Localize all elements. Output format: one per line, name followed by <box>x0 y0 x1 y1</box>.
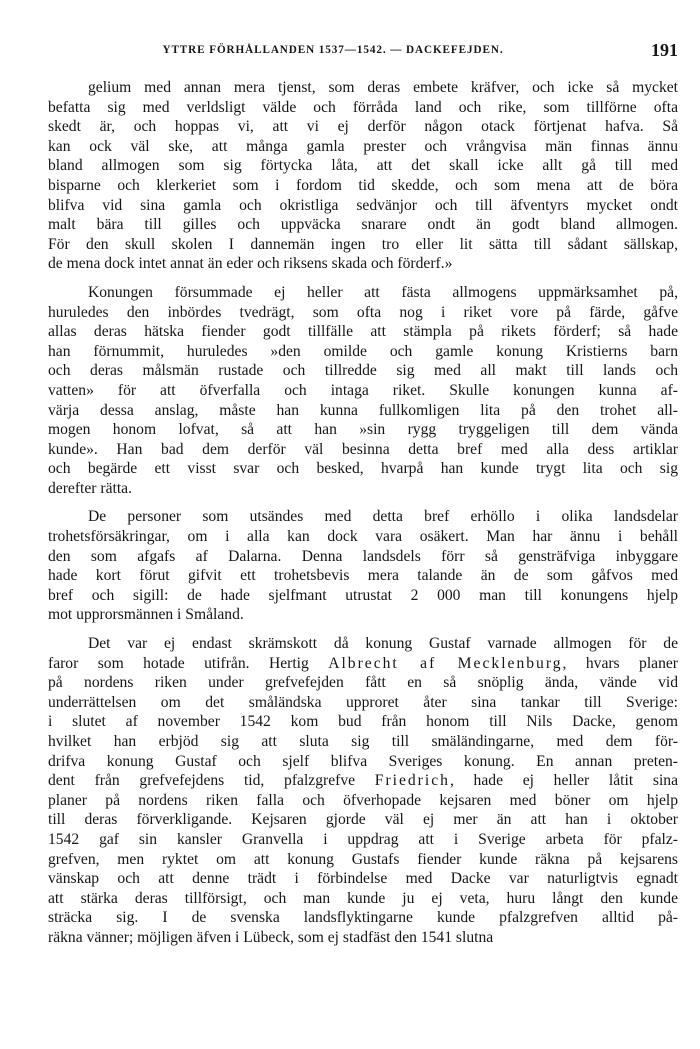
text-line: huruledes den inbördes tvedrägt, som ofta nog i riket vore på färde, gåfve <box>48 303 678 321</box>
text-line: faror som hotade utifrån. Hertig Albrecht af Mecklenburg, hvars planer <box>48 654 678 672</box>
text-line: hade kort förut gifvit ett trohetsbevis mera talande än de som gåfvos med <box>48 567 678 585</box>
text-line: i slutet af november 1542 kom bud från honom till Nils Dacke, genom <box>48 713 678 731</box>
text-line: kunde». Han bad dem derför väl besinna detta bref med alla dess artiklar <box>48 440 678 458</box>
text-line: den som afgafs af Dalarna. Denna landsdels förr så gensträfviga inbyggare <box>48 547 678 565</box>
text-line: derefter rätta. <box>48 479 132 497</box>
text-line: 1542 gaf sin kansler Granvella i uppdrag att i Sverige arbeta för pfalz- <box>48 830 678 848</box>
text-line: till deras förverkligande. Kejsaren gjorde väl ej mer än att han i oktober <box>48 811 678 829</box>
text-line: hvilket han erbjöd sig att sluta sig till smäländingarne, med dem för- <box>48 733 678 750</box>
text-line: mot upprorsmännen i Småland. <box>48 606 244 624</box>
text-line: kan ock väl ske, att många gamla prester och vrångvisa män finnas ännu <box>48 137 678 155</box>
text-line: blifva vid sina gamla och okristliga sedvänjor och till äfventyrs mycket ondt <box>48 196 678 214</box>
text-line: mogen honom lofvat, så att han »sin rygg tryggeligen till dem vända <box>48 421 678 439</box>
text-line: Det var ej endast skrämskott då konung Gustaf varnade allmogen för de <box>88 635 678 653</box>
text-line: dent från grefvefejdens tid, pfalzgrefve Friedrich, hade ej heller låtit sina <box>48 772 678 790</box>
text-line: allas deras hätska fiender godt tillfälle att stämpla på rikets förderf; så hade <box>48 323 678 341</box>
text-line: drifva konung Gustaf och sjelf blifva Sveriges konung. En annan preten- <box>48 752 678 770</box>
text-line: på nordens riken under grefvefejden fått en så snöplig ända, vände vid <box>48 674 678 692</box>
text-line: gelium med annan mera tjenst, som deras embete kräfver, och icke så mycket <box>88 79 678 96</box>
text-line: Konungen försummade ej heller att fästa allmogens uppmärksamhet på, <box>88 283 678 301</box>
text-line: För den skull skolen I dannemän ingen tro eller lit sätta till sådant sällskap, <box>48 235 678 253</box>
text-line: sträcka sig. I de svenska landsflyktingarne kunde pfalzgrefven alltid på- <box>48 909 678 927</box>
running-head <box>48 40 678 62</box>
paragraph-1 <box>48 78 678 274</box>
text-line: skedt är, och hoppas vi, att vi ej derför någon otack förtjenat hafva. Så <box>48 118 678 136</box>
text-line: räkna vänner; möjligen äfven i Lübeck, som ej stadfäst den 1541 slutna <box>48 928 494 946</box>
paragraph-4 <box>48 634 678 948</box>
text-line: han förnummit, huruledes »den omilde och gamle konung Kristierns barn <box>48 342 678 360</box>
text-line: befatta sig med verldsligt välde och förråda land och rike, som tillförne ofta <box>48 98 678 116</box>
text-line: bland allmogen som sig förtycka låta, att det skall icke allt gå till med <box>48 157 678 175</box>
text-line: att stärka deras tillförsigt, och man kunde ju ej veta, huru långt den kunde <box>48 889 678 907</box>
paragraph-2 <box>48 283 678 499</box>
page-number: 191 <box>651 40 678 60</box>
text-line: De personer som utsändes med detta bref erhöllo i olika landsdelar <box>88 508 678 526</box>
text-line: bisparne och klerkeriet som i fordom tid skedde, och som mena att de böra <box>48 176 678 194</box>
text-line: vatten» för att öfverfalla och intaga riket. Skulle konungen kunna af- <box>48 381 678 399</box>
text-line: och deras målsmän rustade och tillredde sig med all makt till lands och <box>48 362 678 380</box>
text-line: grefven, men ryktet om att konung Gustafs fiender kunde räkna på kejsarens <box>48 850 678 868</box>
body-text <box>48 78 678 948</box>
text-line: underrättelsen om det småländska upproret åter sina tankar till Sverige: <box>48 693 678 711</box>
text-line: bref och sigill: de hade sjelfmant utrustat 2 000 man till konungens hjelp <box>48 586 678 604</box>
text-line: värja dessa anslag, måste han kunna fullkomligen lita på den trohet all- <box>48 401 678 419</box>
text-line: de mena dock intet annat än eder och riksens skada och förderf.» <box>48 255 453 273</box>
text-line: trohetsförsäkringar, om i alla kan dock vara osäkert. Man har ännu i behåll <box>48 528 678 546</box>
text-line: och begärde ett visst svar och besked, hvarpå han kunde trygt lita och sig <box>48 460 678 478</box>
header-title: YTTRE FÖRHÅLLANDEN 1537—1542. — DACKEFEJDEN. <box>162 44 504 56</box>
text-line: planer på nordens riken falla och öfverhopade kejsaren med böner om hjelp <box>48 791 678 809</box>
text-line: vänskap och att denne trädt i förbindelse med Dacke var naturligtvis egnadt <box>48 870 678 888</box>
paragraph-3 <box>48 507 678 625</box>
text-line: malt bära till gilles och uppväcka snarare ondt än godt bland allmogen. <box>48 216 678 234</box>
